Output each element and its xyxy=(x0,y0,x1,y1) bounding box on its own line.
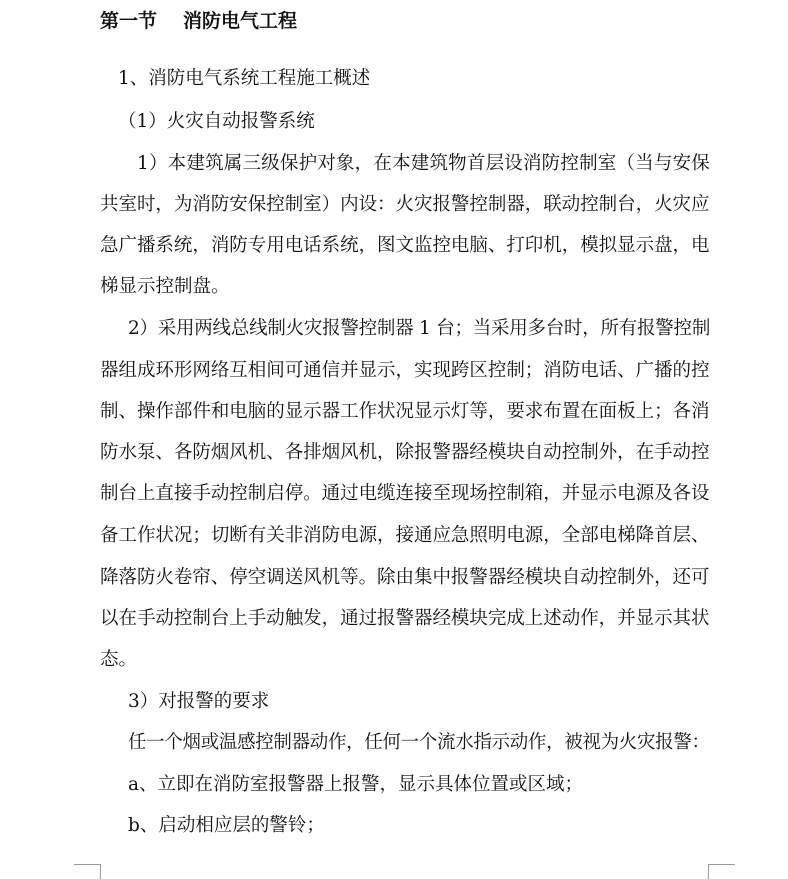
subsection-subheading: （1）火灾自动报警系统 xyxy=(118,111,315,132)
paragraph-1-line: 1）本建筑属三级保护对象，在本建筑物首层设消防控制室（当与安保 xyxy=(137,153,710,174)
list-item: a、立即在消防室报警器上报警，显示具体位置或区域； xyxy=(128,774,584,795)
paragraph-2-line: 降落防火卷帘、停空调送风机等。除由集中报警器经模块自动控制外，还可 xyxy=(100,567,710,588)
paragraph-2-line: 以在手动控制台上手动触发，通过报警器经模块完成上述动作，并显示其状 xyxy=(100,608,710,629)
paragraph-3-heading: 3）对报警的要求 xyxy=(128,691,270,712)
paragraph-2-line: 器组成环形网络互相间可通信并显示，实现跨区控制；消防电话、广播的控 xyxy=(100,360,710,381)
section-title: 消防电气工程 xyxy=(183,10,298,32)
section-heading xyxy=(100,6,297,33)
paragraph-1-line: 共室时，为消防安保控制室）内设：火灾报警控制器，联动控制台，火灾应 xyxy=(100,194,710,215)
paragraph-2-line: 态。 xyxy=(100,649,138,670)
paragraph-1-line: 急广播系统，消防专用电话系统，图文监控电脑、打印机，模拟显示盘，电 xyxy=(100,235,710,256)
paragraph-3-intro: 任一个烟或温感控制器动作，任何一个流水指示动作，被视为火灾报警： xyxy=(128,732,710,753)
list-item: b、启动相应层的警铃； xyxy=(128,815,325,836)
paragraph-1-line: 梯显示控制盘。 xyxy=(100,276,230,297)
crop-mark-bottom-right xyxy=(708,864,735,879)
paragraph-2-line: 制、操作部件和电脑的显示器工作状况显示灯等，要求布置在面板上；各消 xyxy=(100,401,710,422)
paragraph-2-line: 备工作状况；切断有关非消防电源，接通应急照明电源，全部电梯降首层、 xyxy=(100,525,710,546)
paragraph-2-line: 2）采用两线总线制火灾报警控制器 1 台；当采用多台时，所有报警控制 xyxy=(128,318,711,339)
paragraph-2-line: 制台上直接手动控制启停。通过电缆连接至现场控制箱，并显示电源及各设 xyxy=(100,483,710,504)
subsection-heading: 1、消防电气系统工程施工概述 xyxy=(118,68,371,89)
crop-mark-bottom-left xyxy=(74,864,101,879)
paragraph-2-line: 防水泵、各防烟风机、各排烟风机，除报警器经模块自动控制外，在手动控 xyxy=(100,442,710,463)
section-number: 第一节 xyxy=(100,10,158,32)
